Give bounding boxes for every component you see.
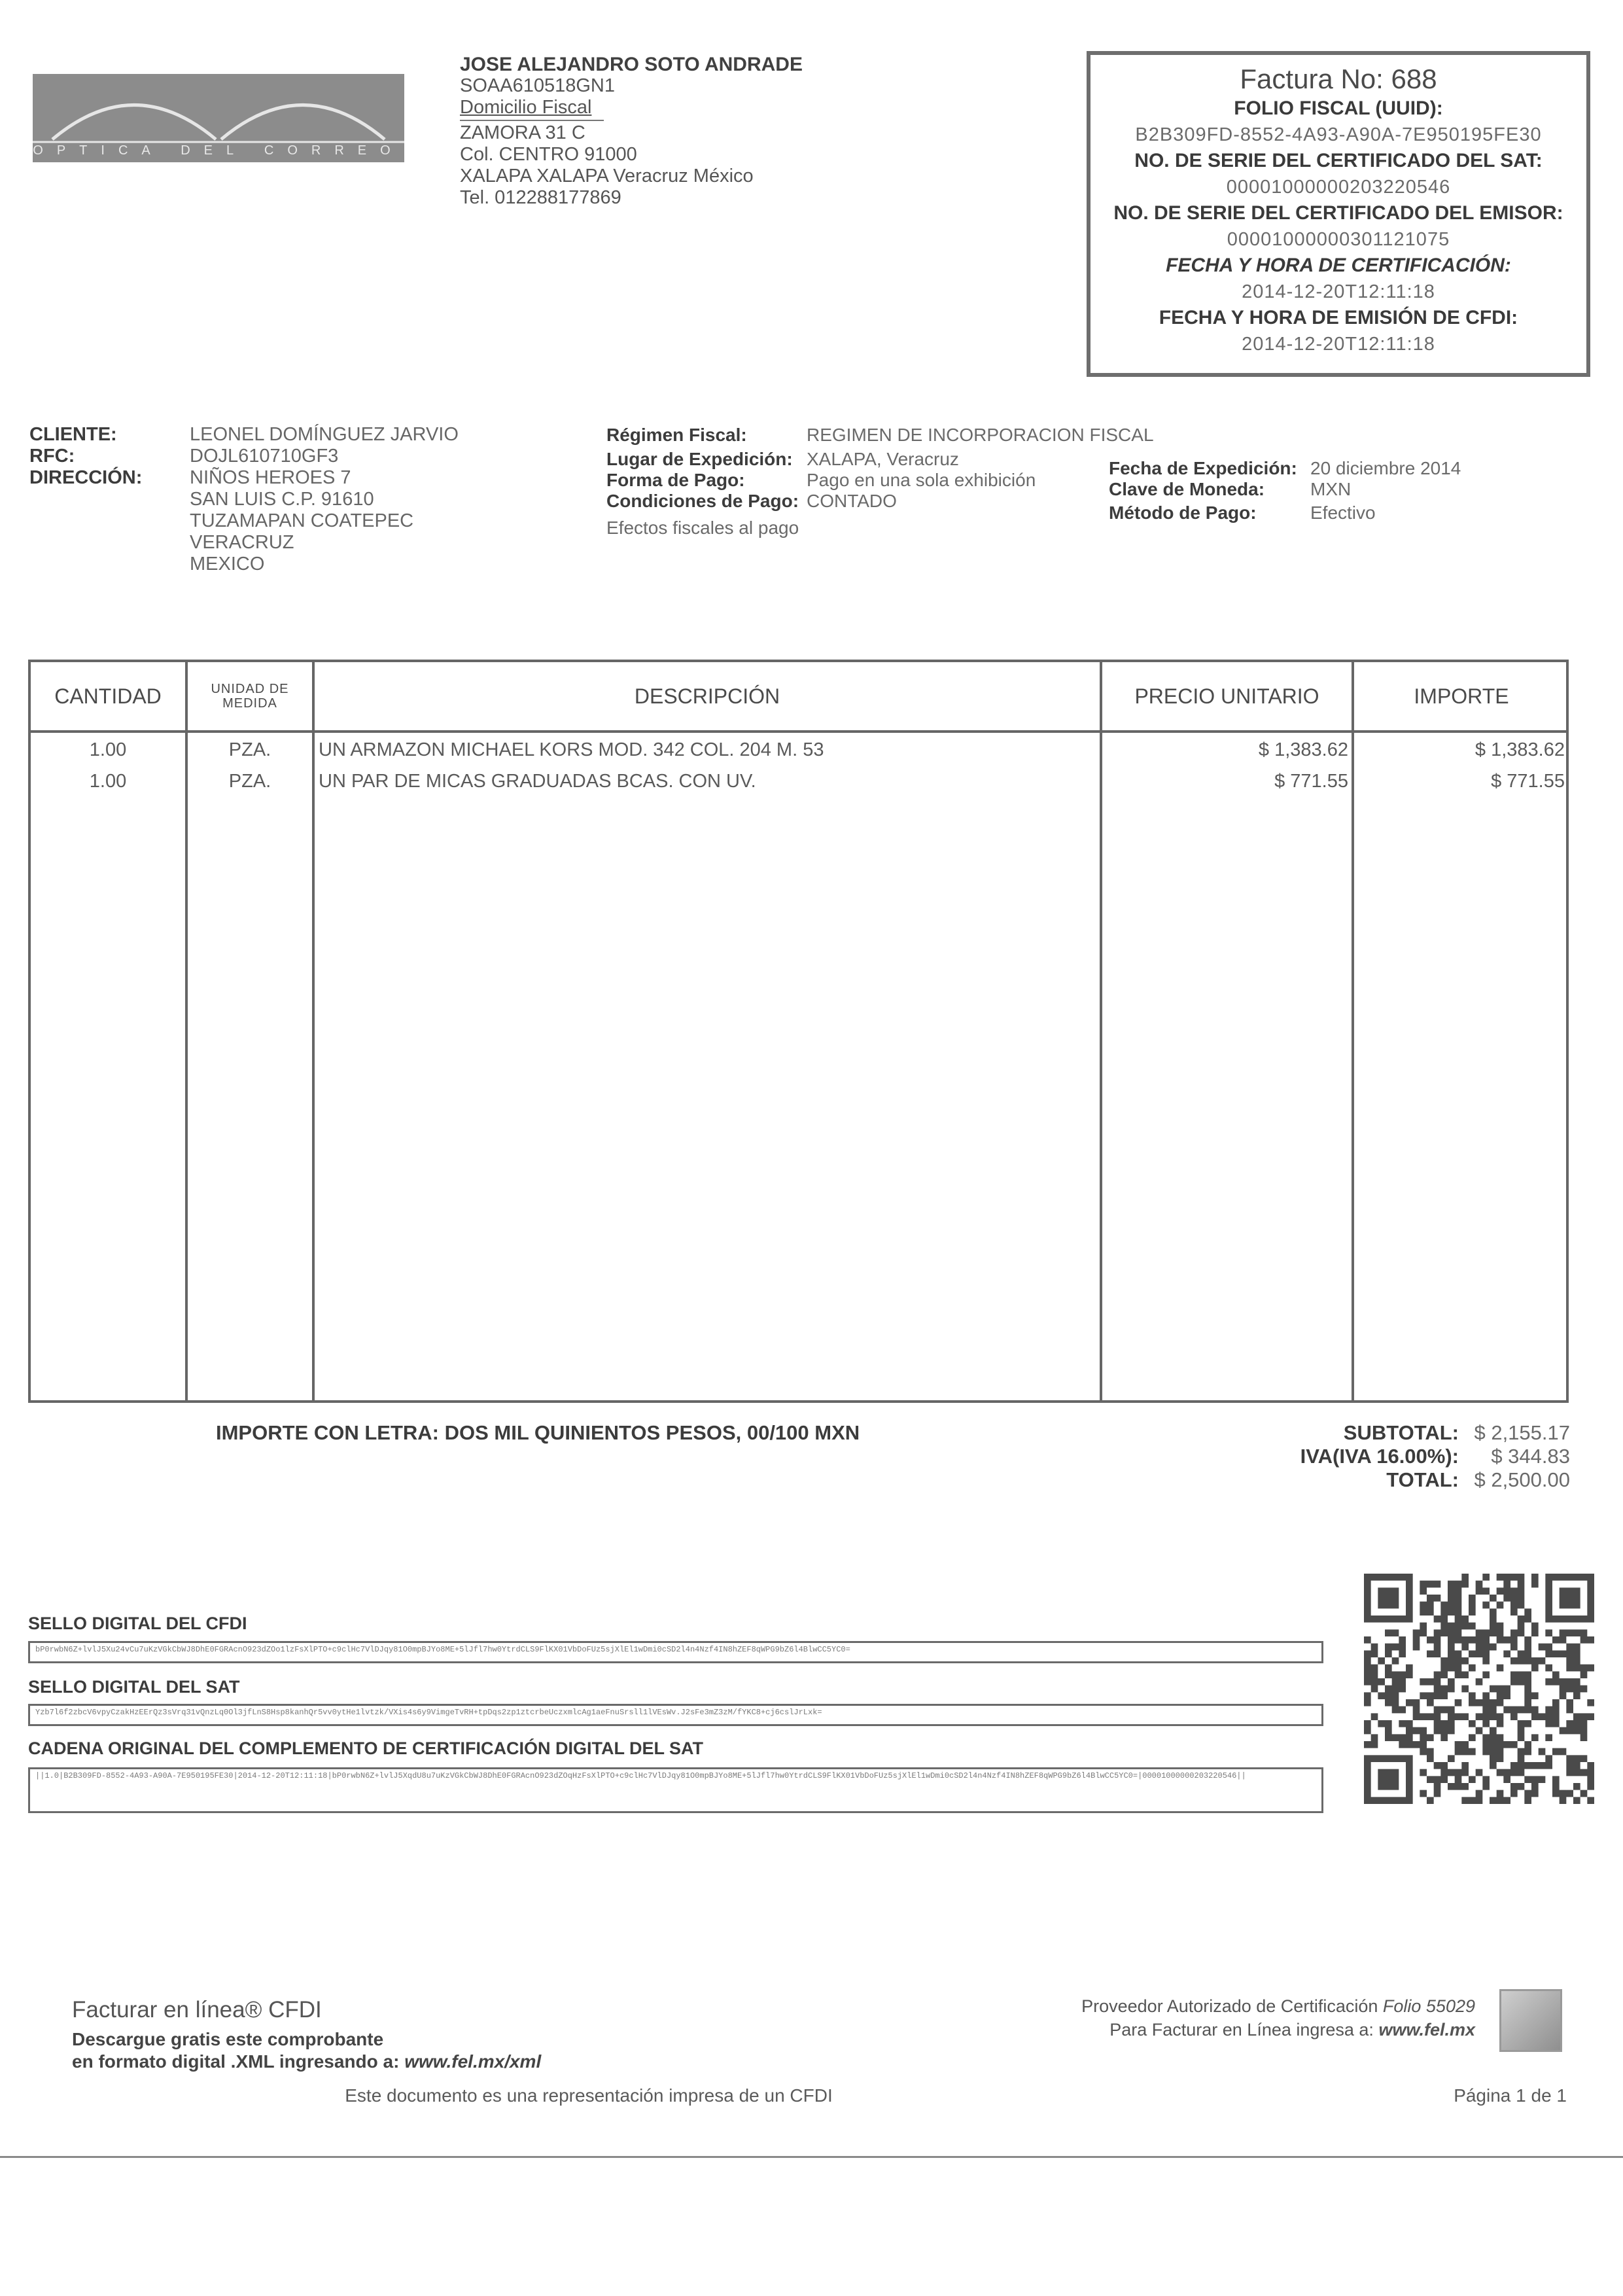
header-descripcion: DESCRIPCIÓN — [634, 684, 780, 708]
regimen-label: Régimen Fiscal: — [606, 425, 747, 445]
fiscal-info-right-labels — [1109, 456, 1297, 525]
header-precio: PRECIO UNITARIO — [1134, 684, 1319, 708]
footer-desc-line1: Descargue gratis este comprobante — [72, 2029, 384, 2049]
sello-sat-box: Yzb7l6f2zbcV6vpyCzakHzEErQz3sVrq31vQnzLq0Ol3jfLnS8Hsp8kanhQr5vv0ytHe1lvtzk/VXis4s6y9VimgeTvRH+tpDqs2zp1ztcrbeUczxmlcAg1aeFnuSrsll1lVEsWv.J2sFe3mZ3zM/fYKC8+cj6cslJrLxk= — [28, 1704, 1323, 1726]
client-address-line: NIÑOS HEROES 7 — [190, 467, 351, 488]
emitter-tel: Tel. 012288177869 — [460, 187, 621, 208]
metodo-label: Método de Pago: — [1109, 503, 1257, 523]
divider — [460, 120, 604, 121]
letra-value: DOS MIL QUINIENTOS PESOS, 00/100 MXN — [444, 1421, 860, 1444]
cell-descripcion: UN ARMAZON MICHAEL KORS MOD. 342 COL. 204 M. 53 — [319, 739, 824, 760]
client-values — [190, 424, 459, 575]
emitter-rfc: SOAA610518GN1 — [460, 75, 615, 96]
cert-date-label: FECHA Y HORA DE CERTIFICACIÓN: — [1166, 255, 1511, 276]
footer-desc-prefix: en formato digital .XML ingresando a: — [72, 2051, 400, 2072]
pac-invite: Para Facturar en Línea ingresa a: — [1109, 2020, 1374, 2040]
footer-desc-line2 — [72, 2051, 541, 2073]
rfc-label: RFC: — [29, 446, 75, 467]
cell-cantidad: 1.00 — [89, 771, 127, 792]
sat-seal-icon — [1499, 1989, 1562, 2052]
emision-date-value: 2014-12-20T12:11:18 — [1242, 334, 1435, 355]
domicilio-label: Domicilio Fiscal — [460, 97, 592, 118]
cell-cantidad: 1.00 — [89, 739, 127, 760]
table-row — [31, 771, 1566, 802]
serie-emisor-value: 00001000000301121075 — [1227, 229, 1450, 250]
fiscal-info-values — [807, 423, 1154, 513]
efectos-note: Efectos fiscales al pago — [606, 518, 799, 538]
client-address-line: TUZAMAPAN COATEPEC — [190, 510, 414, 531]
subtotal-label: SUBTOTAL: — [1343, 1421, 1459, 1444]
letra-label: IMPORTE CON LETRA: — [216, 1421, 439, 1444]
cell-unidad: PZA. — [228, 739, 271, 760]
cell-importe: $ 771.55 — [1491, 771, 1565, 792]
fecha-label: Fecha de Expedición: — [1109, 458, 1297, 478]
footer-brand: Facturar en línea® CFDI — [72, 1997, 322, 2022]
header-cantidad: CANTIDAD — [54, 684, 162, 708]
emitter-block — [460, 54, 803, 209]
invoice-header-box — [1087, 51, 1590, 377]
emitter-city: XALAPA XALAPA Veracruz México — [460, 166, 754, 186]
serie-sat-label: NO. DE SERIE DEL CERTIFICADO DEL SAT: — [1134, 150, 1543, 171]
total-label: TOTAL: — [1386, 1468, 1459, 1491]
lugar-value: XALAPA, Veracruz — [807, 449, 959, 469]
forma-label: Forma de Pago: — [606, 470, 745, 490]
invoice-number: Factura No: 688 — [1240, 63, 1437, 94]
moneda-label: Clave de Moneda: — [1109, 479, 1265, 499]
cell-unidad: PZA. — [228, 771, 271, 792]
subtotal-value: $ 2,155.17 — [1474, 1421, 1570, 1444]
iva-label: IVA(IVA 16.00%): — [1300, 1445, 1459, 1468]
header-divider — [31, 730, 1566, 733]
sello-cfdi-box: bP0rwbN6Z+lvlJ5Xu24vCu7uKzVGkCbWJ8DhE0FGRAcnO923dZOo1lzFsXlPTO+c9clHc7VlDJqy81O0mpBJYo8ME+5lJfl7hw0YtrdCLS9FlKX01VbDoFUz5sjXlEl1wDmi0cSD2l4n4Nzf4IN8hZEF8qWPG9bZ6l4BlwCC5YC0= — [28, 1641, 1323, 1663]
sello-sat-label: SELLO DIGITAL DEL SAT — [28, 1677, 240, 1697]
condiciones-value: CONTADO — [807, 491, 897, 511]
folio-value: B2B309FD-8552-4A93-A90A-7E950195FE30 — [1135, 124, 1542, 145]
pac-folio: Folio 55029 — [1382, 1996, 1475, 2016]
metodo-value: Efectivo — [1310, 503, 1376, 523]
qr-modules — [1364, 1574, 1594, 1804]
iva-value: $ 344.83 — [1491, 1445, 1570, 1468]
emitter-name: JOSE ALEJANDRO SOTO ANDRADE — [460, 54, 803, 75]
logo-text: OPTICA DEL CORREO — [33, 143, 404, 158]
table-row — [31, 739, 1566, 771]
cert-date-value: 2014-12-20T12:11:18 — [1242, 281, 1435, 302]
client-address-line: VERACRUZ — [190, 532, 294, 553]
bottom-rule — [0, 2156, 1623, 2158]
emitter-street: ZAMORA 31 C — [460, 122, 585, 143]
header-importe: IMPORTE — [1414, 684, 1509, 708]
total-value: $ 2,500.00 — [1474, 1468, 1570, 1491]
printed-representation-note: Este documento es una representación impresa de un CFDI — [345, 2085, 833, 2106]
page-number: Página 1 de 1 — [1454, 2085, 1567, 2106]
cell-importe: $ 1,383.62 — [1475, 739, 1565, 760]
folio-label: FOLIO FISCAL (UUID): — [1234, 97, 1443, 119]
client-address-line: SAN LUIS C.P. 91610 — [190, 489, 374, 510]
cliente-label: CLIENTE: — [29, 424, 117, 445]
forma-value: Pago en una sola exhibición — [807, 470, 1036, 490]
cell-precio: $ 1,383.62 — [1258, 739, 1348, 760]
sello-cfdi-label: SELLO DIGITAL DEL CFDI — [28, 1614, 247, 1633]
regimen-value: REGIMEN DE INCORPORACION FISCAL — [807, 425, 1154, 445]
cell-precio: $ 771.55 — [1274, 771, 1348, 792]
serie-sat-value: 00001000000203220546 — [1226, 177, 1451, 198]
footer-right — [981, 1994, 1475, 2041]
client-labels — [29, 424, 142, 489]
totals-values — [1465, 1421, 1570, 1492]
header-unidad: UNIDAD DE MEDIDA — [211, 682, 289, 711]
company-logo — [33, 74, 404, 162]
fecha-value: 20 diciembre 2014 — [1310, 458, 1461, 478]
items-table — [28, 660, 1569, 1403]
pac-label: Proveedor Autorizado de Certificación — [1081, 1996, 1378, 2016]
emitter-colonia: Col. CENTRO 91000 — [460, 144, 637, 165]
importe-con-letra — [216, 1421, 860, 1445]
moneda-value: MXN — [1310, 479, 1352, 499]
lugar-label: Lugar de Expedición: — [606, 449, 793, 469]
client-address-line: MEXICO — [190, 554, 265, 574]
condiciones-label: Condiciones de Pago: — [606, 491, 799, 511]
client-rfc: DOJL610710GF3 — [190, 446, 339, 467]
cadena-label: CADENA ORIGINAL DEL COMPLEMENTO DE CERTIFICACIÓN DIGITAL DEL SAT — [28, 1739, 704, 1758]
direccion-label: DIRECCIÓN: — [29, 467, 143, 488]
cell-descripcion: UN PAR DE MICAS GRADUADAS BCAS. CON UV. — [319, 771, 756, 792]
client-name: LEONEL DOMÍNGUEZ JARVIO — [190, 424, 459, 445]
totals-labels — [1223, 1421, 1459, 1492]
fiscal-info-left — [606, 423, 799, 540]
emision-date-label: FECHA Y HORA DE EMISIÓN DE CFDI: — [1159, 307, 1518, 328]
qr-code-icon — [1364, 1574, 1594, 1804]
fiscal-info-right-values — [1310, 456, 1461, 525]
footer-left — [72, 1997, 541, 2073]
pac-link[interactable]: www.fel.mx — [1378, 2020, 1475, 2040]
cadena-box: ||1.0|B2B309FD-8552-4A93-A90A-7E950195FE30|2014-12-20T12:11:18|bP0rwbN6Z+lvlJ5XqdU8u7uKzVGkCbWJ8DhE0FGRAcnO923dZOqHzFsXlPTO+c9clHc7VlDJqy81O0mpBJYo8ME+5lJfl7hw0YtrdCLS9FlKX01VbDoFUz5sjXlEl1wDmi0cSD2l4n4Nzf4IN8hZEF8qWPG9bZ6l4BlwCC5YC0=|00001000000203220546|| — [28, 1767, 1323, 1813]
footer-xml-link[interactable]: www.fel.mx/xml — [404, 2051, 542, 2072]
serie-emisor-label: NO. DE SERIE DEL CERTIFICADO DEL EMISOR: — [1113, 202, 1563, 224]
